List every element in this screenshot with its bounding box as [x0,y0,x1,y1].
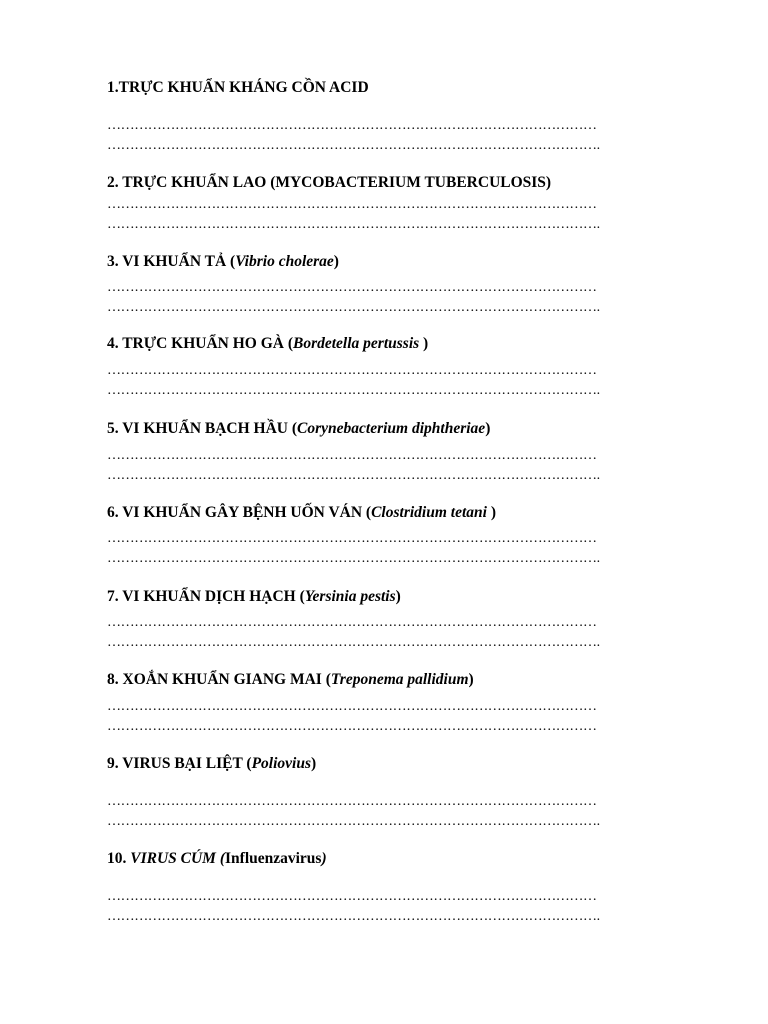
section-6-title: 6. VI KHUẨN GÂY BỆNH UỐN VÁN ( [107,504,372,521]
section-9-title: 9. VIRUS BẠI LIỆT ( [107,755,252,772]
section-5-answer-line-2: ………………………………………………………………………………………………. [107,468,600,483]
section-8-title-end: ) [468,671,474,688]
section-3-answer-line-1: ……………………………………………………………………………………………… [107,280,597,295]
section-8-answer-line-1: ……………………………………………………………………………………………… [107,699,597,714]
section-7-title: 7. VI KHUẨN DỊCH HẠCH ( [107,588,305,605]
section-5-heading [107,419,490,439]
section-7-answer-line-2: ………………………………………………………………………………………………. [107,635,600,650]
section-9-heading [107,754,316,774]
section-1-answer-line-2: ………………………………………………………………………………………………. [107,138,600,153]
section-6-answer-line-1: ……………………………………………………………………………………………… [107,531,597,546]
section-8-heading [107,670,474,690]
section-1-heading [107,78,369,98]
section-5-title: 5. VI KHUẨN BẠCH HẦU ( [107,420,298,437]
section-10-answer-line-1: ……………………………………………………………………………………………… [107,889,597,904]
section-9-answer-line-1: ……………………………………………………………………………………………… [107,794,597,809]
section-8-answer-line-2: ……………………………………………………………………………………………… [107,719,597,734]
section-10-latin-name: Influenzavirus [225,850,322,867]
section-4-answer-line-1: ……………………………………………………………………………………………… [107,363,597,378]
section-5-latin-name: Corynebacterium diphtheriae [297,420,486,437]
section-1-answer-line-1: ……………………………………………………………………………………………… [107,118,597,133]
section-3-heading [107,252,339,272]
section-6-latin-name: Clostridium tetani [371,504,487,521]
section-3-title: 3. VI KHUẨN TẢ ( [107,253,236,270]
section-7-title-end: ) [395,588,401,605]
section-4-answer-line-2: ………………………………………………………………………………………………. [107,383,600,398]
section-7-answer-line-1: ……………………………………………………………………………………………… [107,615,597,630]
section-9-latin-name: Poliovius [251,755,311,772]
section-4-title: 4. TRỰC KHUẨN HO GÀ ( [107,335,293,352]
section-4-title-end: ) [419,335,429,352]
section-2-title: 2. TRỰC KHUẨN LAO (MYCOBACTERIUM TUBERCULOSIS) [107,174,552,191]
section-3-latin-name: Vibrio cholerae [235,253,334,270]
section-2-heading [107,173,551,193]
section-10-title: 10. [107,850,131,867]
section-10-virus-name: VIRUS CÚM ( [130,850,225,867]
section-9-answer-line-2: ………………………………………………………………………………………………. [107,814,600,829]
section-6-heading [107,503,496,523]
section-8-title: 8. XOẮN KHUẨN GIANG MAI ( [107,671,331,688]
section-7-heading [107,587,401,607]
section-6-answer-line-2: ………………………………………………………………………………………………. [107,551,600,566]
section-10-title-end: ) [321,850,327,867]
section-1-title: 1.TRỰC KHUẨN KHÁNG CỒN ACID [107,79,369,96]
section-9-title-end: ) [311,755,317,772]
section-5-answer-line-1: ……………………………………………………………………………………………… [107,448,597,463]
section-3-answer-line-2: ………………………………………………………………………………………………. [107,300,600,315]
section-10-heading [107,849,327,869]
section-7-latin-name: Yersinia pestis [304,588,396,605]
section-5-title-end: ) [485,420,491,437]
section-8-latin-name: Treponema pallidium [330,671,469,688]
section-3-title-end: ) [333,253,339,270]
section-4-heading [107,334,428,354]
section-4-latin-name: Bordetella pertussis [293,335,420,352]
section-2-answer-line-1: ……………………………………………………………………………………………… [107,197,597,212]
section-6-title-end: ) [486,504,496,521]
section-2-answer-line-2: ………………………………………………………………………………………………. [107,217,600,232]
section-10-answer-line-2: ………………………………………………………………………………………………. [107,909,600,924]
